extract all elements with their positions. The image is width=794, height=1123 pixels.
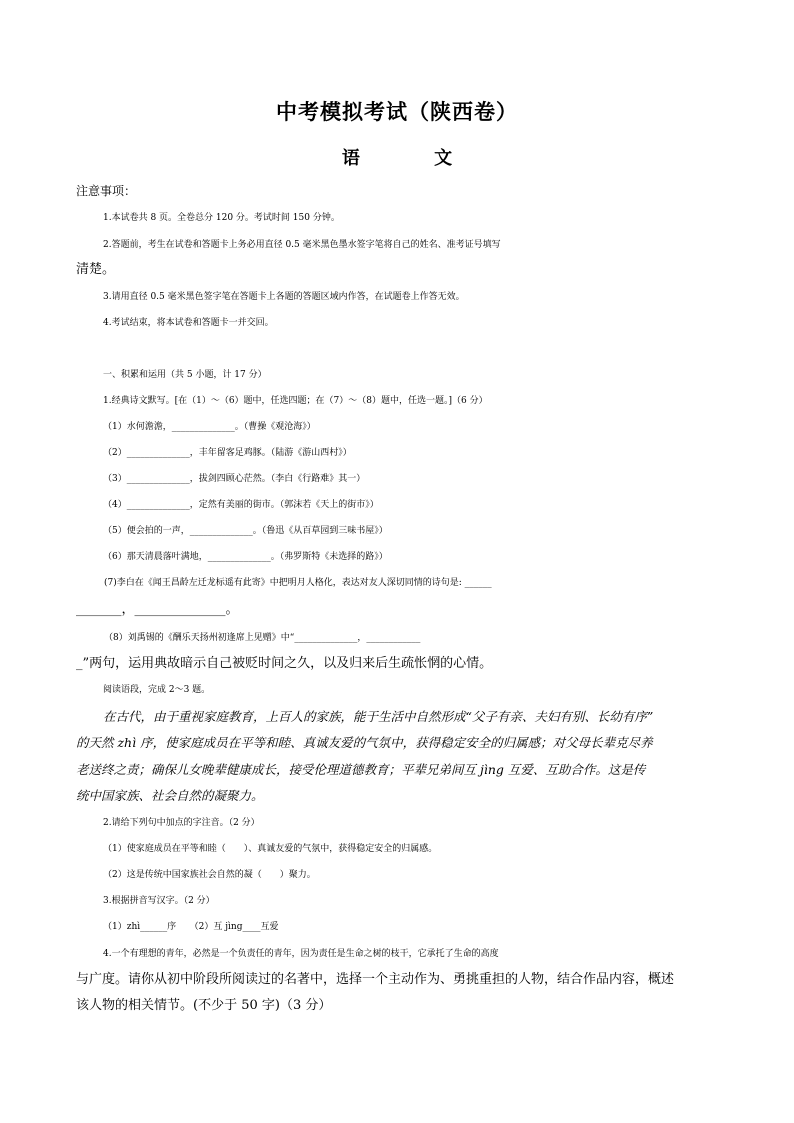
reading-instruction: 阅读语段，完成 2～3 题。 xyxy=(103,685,211,695)
q1-item-2: （2）______________，丰年留客足鸡豚。（陆游《游山西村》） xyxy=(103,448,352,458)
q2-item-1: （1）使家庭成员在平等和睦（ ）、真诚友爱的气氛中，获得稳定安全的归属感。 xyxy=(103,844,438,854)
q2-stem: 2.请给下列句中加点的字注音。（2 分） xyxy=(103,818,260,828)
notice-item-3: 3.请用直径 0.5 毫米黑色签字笔在答题卡上各题的答题区域内作答，在试题卷上作答无效。 xyxy=(103,292,465,302)
q1-stem: 1.经典诗文默写。[在（1）～（6）题中，任选四题；在（7）～（8）题中，任选一题。]（6 分） xyxy=(103,396,488,406)
q1-item-3: （3）______________，拔剑四顾心茫然。（李白《行路难》其一） xyxy=(103,474,366,484)
q1-item-5: （5）便会拍的一声，______________。（鲁迅《从百草园到三味书屋》） xyxy=(103,526,388,536)
passage-line-2: 的天然 zhì 序，使家庭成员在平等和睦、真诚友爱的气氛中，获得稳定安全的归属感；对父母长辈克尽养 xyxy=(76,735,653,750)
q1-item-7-line2: _______，______________。 xyxy=(76,602,239,617)
q2-item-2: （2）这是传统中国家族社会自然的凝（ ）聚力。 xyxy=(103,870,316,880)
passage-line-4: 统中国家族、社会自然的凝聚力。 xyxy=(76,788,264,803)
q1-item-8-line1: （8）刘禹锡的《酬乐天扬州初逢席上见赠》中“______________，____________ xyxy=(104,633,421,643)
q4-line-1: 4.一个有理想的青年，必然是一个负责任的青年，因为责任是生命之树的枝干，它承托了生命的高度 xyxy=(103,949,499,959)
passage-line-3: 老送终之责；确保儿女晚辈健康成长，接受伦理道德教育；平辈兄弟间互 jìng 互爱、互助合作。这是传 xyxy=(76,762,646,777)
q4-line-2: 与广度。请你从初中阶段所阅读过的名著中，选择一个主动作为、勇挑重担的人物，结合作品内容，概述 xyxy=(76,972,675,987)
q1-item-4: （4）______________，定然有美丽的街市。（郭沫若《天上的街市》） xyxy=(103,500,379,510)
subject-title: 语 文 xyxy=(341,148,487,169)
q1-item-6: （6）那天清晨落叶满地，______________。（弗罗斯特《未选择的路》） xyxy=(103,552,388,562)
q1-item-7-line1: (7)李白在《闻王昌龄左迁龙标遥有此寄》中把明月人格化，表达对友人深切同情的诗句是: ______ xyxy=(104,578,492,588)
section-heading: 一、积累和运用（共 5 小题，计 17 分） xyxy=(103,370,267,380)
q3-item: （1）zhì______序 （2）互 jìng____互爱 xyxy=(103,922,279,932)
q1-item-8-line2: _”两句，运用典故暗示自己被贬时间之久，以及归来后生疏怅惘的心情。 xyxy=(76,656,493,671)
q3-stem: 3.根据拼音写汉字。（2 分） xyxy=(103,896,215,906)
q1-item-1: （1）水何澹澹，______________。（曹操《观沧海》） xyxy=(103,422,316,432)
q4-line-3: 该人物的相关情节。(不少于 50 字)（3 分） xyxy=(76,998,332,1013)
passage-line-1: 在古代，由于重视家庭教育，上百人的家族，能于生活中自然形成“父子有亲、夫妇有别、长幼有序” xyxy=(103,709,654,724)
notice-item-2: 2.答题前，考生在试卷和答题卡上务必用直径 0.5 毫米黑色墨水签字笔将自己的姓名、准考证号填写 xyxy=(103,240,501,250)
notice-item-2-cont: 清楚。 xyxy=(76,262,116,277)
notice-heading: 注意事项： xyxy=(76,184,137,198)
page-title: 中考模拟考试（陕西卷） xyxy=(276,100,518,124)
notice-item-4: 4.考试结束，将本试卷和答题卡一并交回。 xyxy=(103,318,274,328)
notice-item-1: 1.本试卷共 8 页。全卷总分 120 分。考试时间 150 分钟。 xyxy=(103,213,340,223)
